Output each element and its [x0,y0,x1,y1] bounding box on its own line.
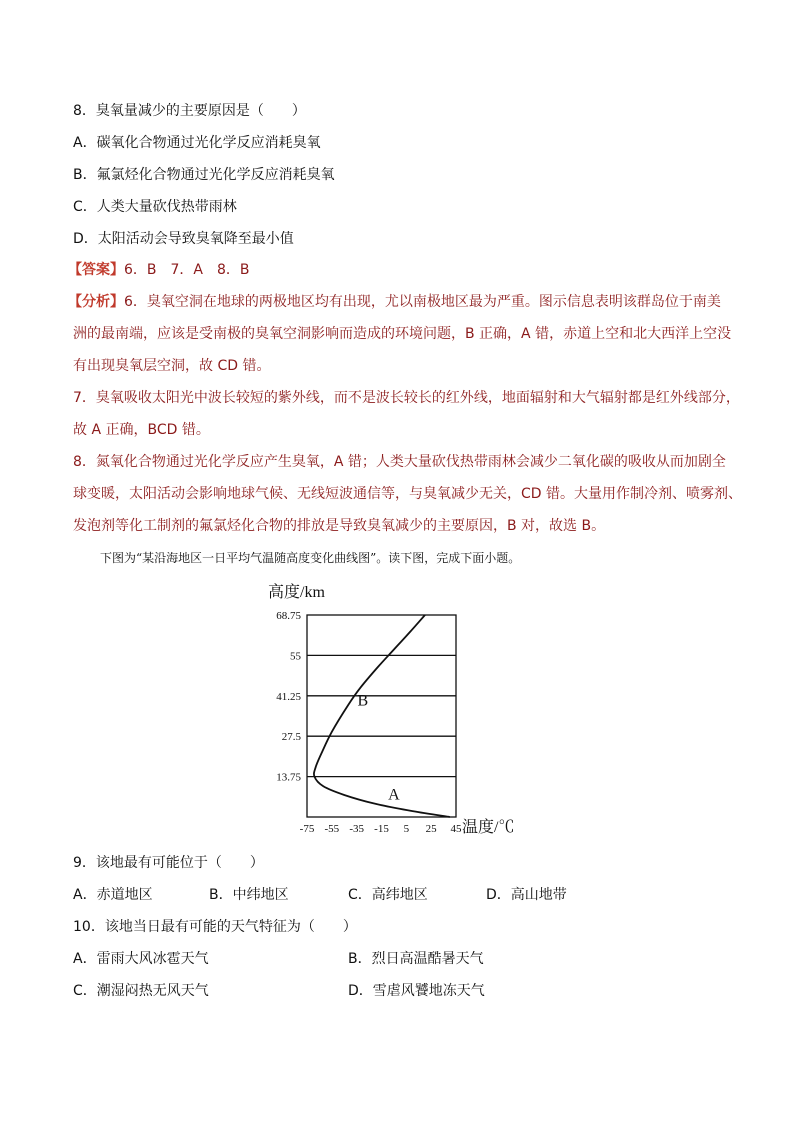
analysis-tag: 【分析】 [68,294,124,310]
analysis-line-2: 洲的最南端，应该是受南极的臭氧空洞影响而造成的环境问题，B 正确，A 错，赤道上空和北大西洋上空没 [73,326,732,342]
x-tick-label: 5 [403,823,410,835]
q9-option-c: C．高纬地区 [348,887,428,903]
plot-area [276,610,462,835]
analysis-text-1: 6．臭氧空洞在地球的两极地区均有出现，尤以南极地区最为严重。图示信息表明该群岛位于南美 [124,294,721,310]
q8-stem: 8．臭氧量减少的主要原因是（ ） [73,103,306,119]
q9-stem: 9．该地最有可能位于（ ） [73,855,264,871]
q10-options-row-1 [73,949,713,969]
y-axis-label: 高度/km [268,584,325,601]
analysis-line-4: 7．臭氧吸收太阳光中波长较短的紫外线，而不是波长较长的红外线，地面辐射和大气辐射都是红外线部分， [73,390,740,406]
q8-option-a: A．碳氧化合物通过光化学反应消耗臭氧 [73,135,321,151]
temperature-curve [314,615,450,817]
x-tick-label: -15 [374,823,389,835]
analysis-line-1 [68,292,721,312]
q10-option-c: C．潮湿闷热无风天气 [73,983,209,999]
analysis-line-5: 故 A 正确，BCD 错。 [73,422,210,438]
q8-option-b: B．氟氯烃化合物通过光化学反应消耗臭氧 [73,167,335,183]
q10-option-b: B．烈日高温酷暑天气 [348,951,484,967]
plot-frame [307,615,456,817]
q10-option-a: A．雷雨大风冰雹天气 [73,951,209,967]
answer-text: 6．B 7．A 8．B [124,262,250,278]
x-tick-label: -75 [299,823,315,835]
q8-option-d: D．太阳活动会导致臭氧降至最小值 [73,231,294,247]
answer-line [68,260,250,280]
analysis-line-7: 球变暖，太阳活动会影响地球气候、无线短波通信等，与臭氧减少无关，CD 错。大量用作制冷剂、喷雾剂、 [73,486,743,502]
analysis-line-3: 有出现臭氧层空洞，故 CD 错。 [73,358,271,374]
q10-stem: 10．该地当日最有可能的天气特征为（ ） [73,919,357,935]
y-tick-label: 13.75 [276,771,301,784]
q9-options [73,885,713,905]
temperature-height-chart [258,578,538,840]
q9-option-b: B．中纬地区 [209,887,289,903]
x-tick-label: 45 [450,823,462,835]
q8-option-c: C．人类大量砍伐热带雨林 [73,199,237,215]
x-tick-label: -35 [349,823,365,835]
y-tick-label: 55 [290,650,301,663]
analysis-line-6: 8．氮氧化合物通过光化学反应产生臭氧，A 错；人类大量砍伐热带雨林会减少二氧化碳的吸收从而加剧全 [73,454,726,470]
x-tick-label: 25 [425,823,437,835]
q9-option-d: D．高山地带 [486,887,567,903]
analysis-line-8: 发泡剂等化工制剂的氟氯烃化合物的排放是导致臭氧减少的主要原因，B 对，故选 B。 [73,518,606,534]
curve-annotation: A [388,786,400,804]
y-tick-label: 41.25 [276,690,301,703]
curve-annotation: B [357,692,369,710]
q10-option-d: D．雪虐风饕地冻天气 [348,983,485,999]
answer-tag: 【答案】 [68,262,124,278]
y-tick-label: 68.75 [276,610,301,622]
x-axis-label: 温度/℃ [462,819,515,836]
y-tick-label: 27.5 [281,731,301,744]
x-tick-label: -55 [324,823,340,835]
figure-intro: 下图为“某沿海地区一日平均气温随高度变化曲线图”。读下图，完成下面小题。 [100,551,521,565]
q9-option-a: A．赤道地区 [73,887,153,903]
q10-options-row-2 [73,981,713,1001]
